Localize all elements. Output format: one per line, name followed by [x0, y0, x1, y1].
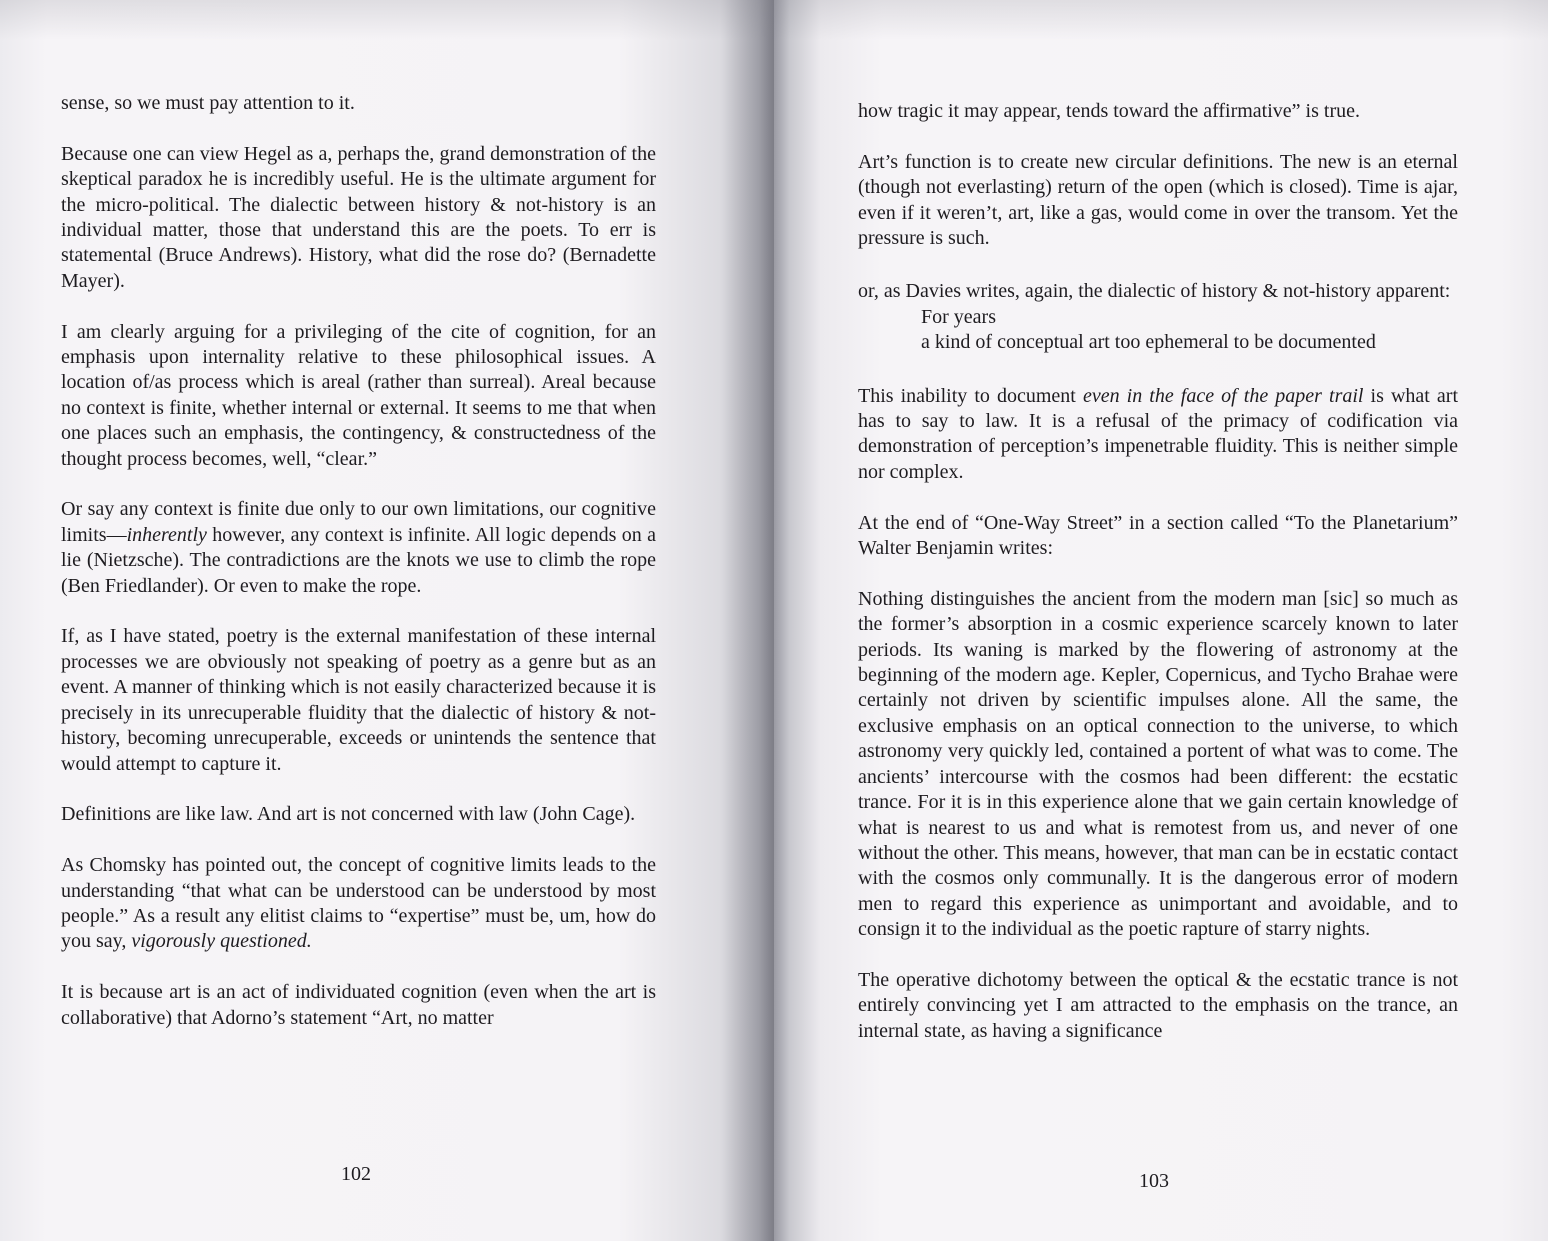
left-paragraph-3: I am clearly arguing for a privileging of the cite of cognition, for an emphasis upon internality relative to these philosophical issues. A location of/as process which is areal (rather than surreal). Areal because no context is finite, whether internal or external. It seems to me that when one places such an emphasis, the contingency, & constructedness of the thought process becomes, well, “clear.”: [61, 320, 656, 470]
right-paragraph-4-end: is what art has to say to law. It is a refusal of the primacy of codification via demonstration of perception’s impenetrable fluidity. This is neither simple nor complex.: [858, 384, 1459, 483]
right-paragraph-1: how tragic it may appear, tends toward the affirmative” is true.: [858, 100, 1360, 122]
right-paragraph-2: Art’s function is to create new circular definitions. The new is an eternal (though not everlasting) return of the open (which is closed). Time is ajar, even if it weren’t, art, like a gas, would come in over the transom. Yet the pressure is such.: [858, 150, 1458, 250]
left-page-text: [61, 91, 656, 1031]
left-paragraph-5: If, as I have stated, poetry is the external manifestation of these internal processes we are obviously not speaking of poetry as a genre but as an event. A manner of thinking which is not easily characterized because it is precisely in its unrecuperable fluidity that the dialectic of history & not-history, becoming unrecuperable, exceeds or unintends the sentence that would attempt to capture it.: [61, 625, 656, 775]
left-paragraph-4: [61, 497, 656, 599]
left-paragraph-7-start: As Chomsky has pointed out, the concept of cognitive limits leads to the understanding “that what can be understood can be understood by most people.” As a result any elitist claims to “expertise” must be, um, how do you say,: [61, 854, 656, 953]
left-paragraph-6: Definitions are like law. And art is not concerned with law (John Cage).: [61, 803, 636, 826]
left-paragraph-2: Because one can view Hegel as a, perhaps the, grand demonstration of the skeptical paradox he is incredibly useful. He is the ultimate argument for the micro-political. The dialectic between history & not-history is an individual matter, those that understand this are the poets. To err is statemental (Bruce Andrews). History, what did the rose do? (Bernadette Mayer).: [61, 142, 656, 292]
left-paragraph-4-italic: inherently: [126, 523, 207, 546]
right-paragraph-3: or, as Davies writes, again, the dialectic of history & not-history apparent:: [858, 280, 1451, 303]
right-page-text: [858, 99, 1458, 1044]
left-paragraph-1: sense, so we must pay attention to it.: [61, 92, 355, 114]
right-paragraph-4-italic: even in the face of the paper trail: [1082, 384, 1364, 407]
page-number-left: 102: [341, 1163, 371, 1185]
left-paragraph-4-end: however, any context is infinite. All logic depends on a lie (Nietzsche). The contradictions are the knots we use to climb the rope (Ben Friedlander). Or even to make the rope.: [61, 523, 656, 597]
block-quote-line-1: For years: [921, 305, 996, 328]
right-page: [774, 0, 1548, 1241]
page-number-right: 103: [1139, 1170, 1169, 1192]
left-paragraph-4-start: Or say any context is finite due only to our own limitations, our cognitive limits—: [61, 498, 656, 546]
block-quote-line-2: a kind of conceptual art too ephemeral to be documented: [921, 331, 1376, 354]
right-paragraph-6: Nothing distinguishes the ancient from the modern man [sic] so much as the former’s absorption in a cosmic experience scarcely known to later periods. Its waning is marked by the flowering of astronomy at the beginning of the modern age. Kepler, Copernicus, and Tycho Brahae were certainly not driven by scientific impulses alone. All the same, the exclusive emphasis on an optical connection to the universe, to which astronomy very quickly led, contained a portent of what was to come. The ancients’ intercourse with the cosmos had been different: the ecstatic trance. For it is in this experience alone that we gain certain knowledge of what is nearest to us and what is remotest from us, and never of one without the other. This means, however, that man can be in ecstatic contact with the cosmos only communally. It is the dangerous error of modern men to regard this experience as unimportant and avoidable, and to consign it to the individual as the poetic rapture of starry nights.: [858, 587, 1458, 941]
gutter-shadow: [724, 0, 774, 1241]
right-paragraph-4: [858, 384, 1458, 486]
left-paragraph-8: It is because art is an act of individuated cognition (even when the art is collaborative) that Adorno’s statement “Art, no matter: [61, 981, 656, 1029]
right-paragraph-7: The operative dichotomy between the optical & the ecstatic trance is not entirely convincing yet I am attracted to the emphasis on the trance, an internal state, as having a significance: [858, 968, 1458, 1042]
right-paragraph-5: At the end of “One-Way Street” in a section called “To the Planetarium” Walter Benjamin writes:: [858, 511, 1458, 560]
left-paragraph-7: [61, 853, 656, 955]
right-paragraph-4-start: This inability to document: [858, 384, 1083, 407]
left-paragraph-7-italic: vigorously questioned.: [131, 930, 312, 953]
